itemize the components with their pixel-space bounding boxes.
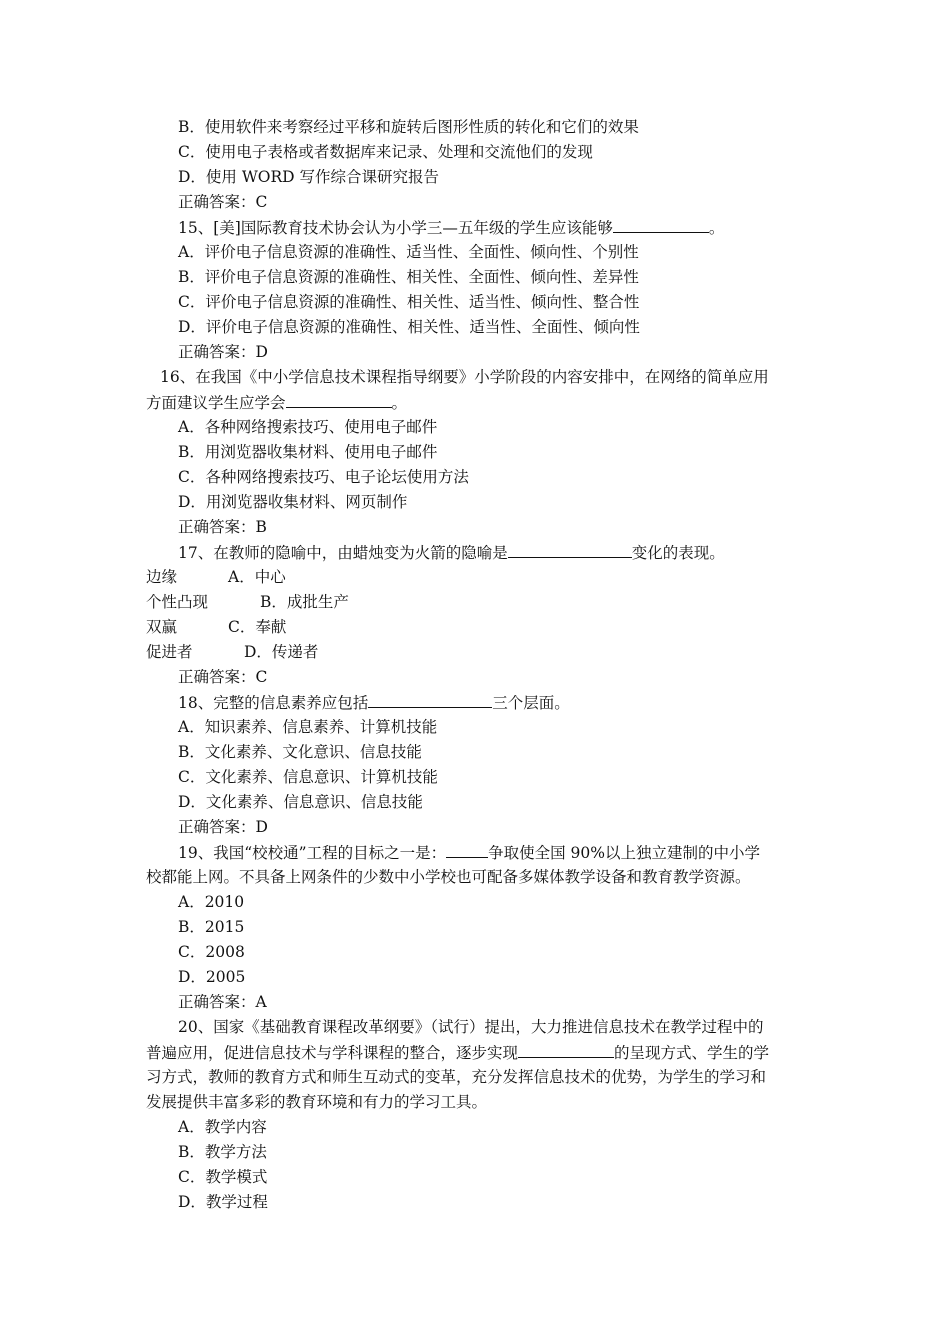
q17-stem [178, 540, 725, 565]
q20-stem-line4: 发展提供丰富多彩的教育环境和有力的学习工具。 [146, 1093, 488, 1111]
q14-answer: 正确答案：C [178, 193, 268, 211]
q17-row-3 [146, 615, 286, 640]
q16-stem-text: 方面建议学生应学会 [146, 394, 286, 412]
q18-stem [178, 690, 570, 715]
q17-row-1 [146, 565, 286, 590]
q18-stem-end: 三个层面。 [492, 694, 570, 712]
q15-option-d: D．评价电子信息资源的准确性、相关性、适当性、全面性、倾向性 [178, 318, 640, 336]
q15-answer: 正确答案：D [178, 343, 268, 361]
q15-option-c: C．评价电子信息资源的准确性、相关性、适当性、倾向性、整合性 [178, 293, 640, 311]
q15-stem-text: 15、[美]国际教育技术协会认为小学三—五年级的学生应该能够 [178, 219, 613, 237]
q17-row-3-left: 双赢 [146, 618, 178, 636]
q19-option-c: C．2008 [178, 943, 245, 961]
q15-blank [613, 215, 709, 233]
q16-stem-line1: 16、在我国《中小学信息技术课程指导纲要》小学阶段的内容安排中，在网络的简单应用 [160, 368, 769, 386]
q17-answer: 正确答案：C [178, 668, 268, 686]
q17-stem-text: 17、在教师的隐喻中，由蜡烛变为火箭的隐喻是 [178, 544, 508, 562]
q16-option-a: A．各种网络搜索技巧、使用电子邮件 [178, 418, 438, 436]
q14-option-c: C．使用电子表格或者数据库来记录、处理和交流他们的发现 [178, 143, 593, 161]
q20-option-d: D．教学过程 [178, 1193, 268, 1211]
q19-answer: 正确答案：A [178, 993, 267, 1011]
q15-option-a: A．评价电子信息资源的准确性、适当性、全面性、倾向性、个别性 [178, 243, 639, 261]
q20-stem-line1: 20、国家《基础教育课程改革纲要》（试行）提出，大力推进信息技术在教学过程中的 [178, 1018, 764, 1036]
q17-row-4 [146, 640, 318, 665]
q16-stem-line2 [146, 390, 407, 415]
q19-option-d: D．2005 [178, 968, 246, 986]
q16-option-d: D．用浏览器收集材料、网页制作 [178, 493, 408, 511]
q19-option-a: A．2010 [178, 893, 245, 911]
q20-stem-line3: 习方式，教师的教育方式和师生互动式的变革，充分发挥信息技术的优势，为学生的学习和 [146, 1068, 767, 1086]
q20-option-c: C．教学模式 [178, 1168, 268, 1186]
q17-option-b: B．成批生产 [260, 593, 349, 611]
q17-row-2-left: 个性凸现 [146, 593, 209, 611]
q20-blank [518, 1040, 614, 1058]
q17-option-a: A．中心 [228, 568, 286, 586]
q15-option-b: B．评价电子信息资源的准确性、相关性、全面性、倾向性、差异性 [178, 268, 639, 286]
q19-stem-cont: 争取使全国 90%以上独立建制的中小学 [488, 844, 760, 862]
q17-row-1-left: 边缘 [146, 568, 178, 586]
q16-answer: 正确答案：B [178, 518, 267, 536]
q20-stem-text: 普遍应用，促进信息技术与学科课程的整合，逐步实现 [146, 1044, 519, 1062]
q16-blank [286, 390, 392, 408]
q15-stem-end: 。 [708, 219, 725, 237]
q19-stem-line2: 校都能上网。不具备上网条件的少数中小学校也可配备多媒体教学设备和教育教学资源。 [146, 868, 751, 886]
q18-option-b: B．文化素养、文化意识、信息技能 [178, 743, 422, 761]
q17-row-4-left: 促进者 [146, 643, 193, 661]
q19-blank [446, 840, 488, 858]
q15-stem [178, 215, 724, 240]
q16-stem-end: 。 [391, 394, 408, 412]
q18-stem-text: 18、完整的信息素养应包括 [178, 694, 369, 712]
q14-option-b: B．使用软件来考察经过平移和旋转后图形性质的转化和它们的效果 [178, 118, 639, 136]
q19-stem-text: 19、我国“校校通”工程的目标之一是： [178, 844, 447, 862]
q14-option-d: D．使用 WORD 写作综合课研究报告 [178, 168, 440, 186]
q17-row-2 [146, 590, 349, 615]
q16-option-c: C．各种网络搜索技巧、电子论坛使用方法 [178, 468, 469, 486]
q18-option-a: A．知识素养、信息素养、计算机技能 [178, 718, 438, 736]
q17-option-c: C．奉献 [228, 618, 287, 636]
q17-blank [508, 540, 632, 558]
q19-stem-line1 [178, 840, 760, 865]
q20-stem-line2 [146, 1040, 769, 1065]
q18-answer: 正确答案：D [178, 818, 268, 836]
q20-option-a: A．教学内容 [178, 1118, 267, 1136]
q18-option-d: D．文化素养、信息意识、信息技能 [178, 793, 423, 811]
q16-option-b: B．用浏览器收集材料、使用电子邮件 [178, 443, 438, 461]
q18-blank [368, 690, 492, 708]
q17-stem-end: 变化的表现。 [631, 544, 725, 562]
q18-option-c: C．文化素养、信息意识、计算机技能 [178, 768, 438, 786]
q17-option-d: D．传递者 [244, 643, 319, 661]
q20-stem-cont: 的呈现方式、学生的学 [614, 1044, 770, 1062]
q19-option-b: B．2015 [178, 918, 245, 936]
q20-option-b: B．教学方法 [178, 1143, 267, 1161]
